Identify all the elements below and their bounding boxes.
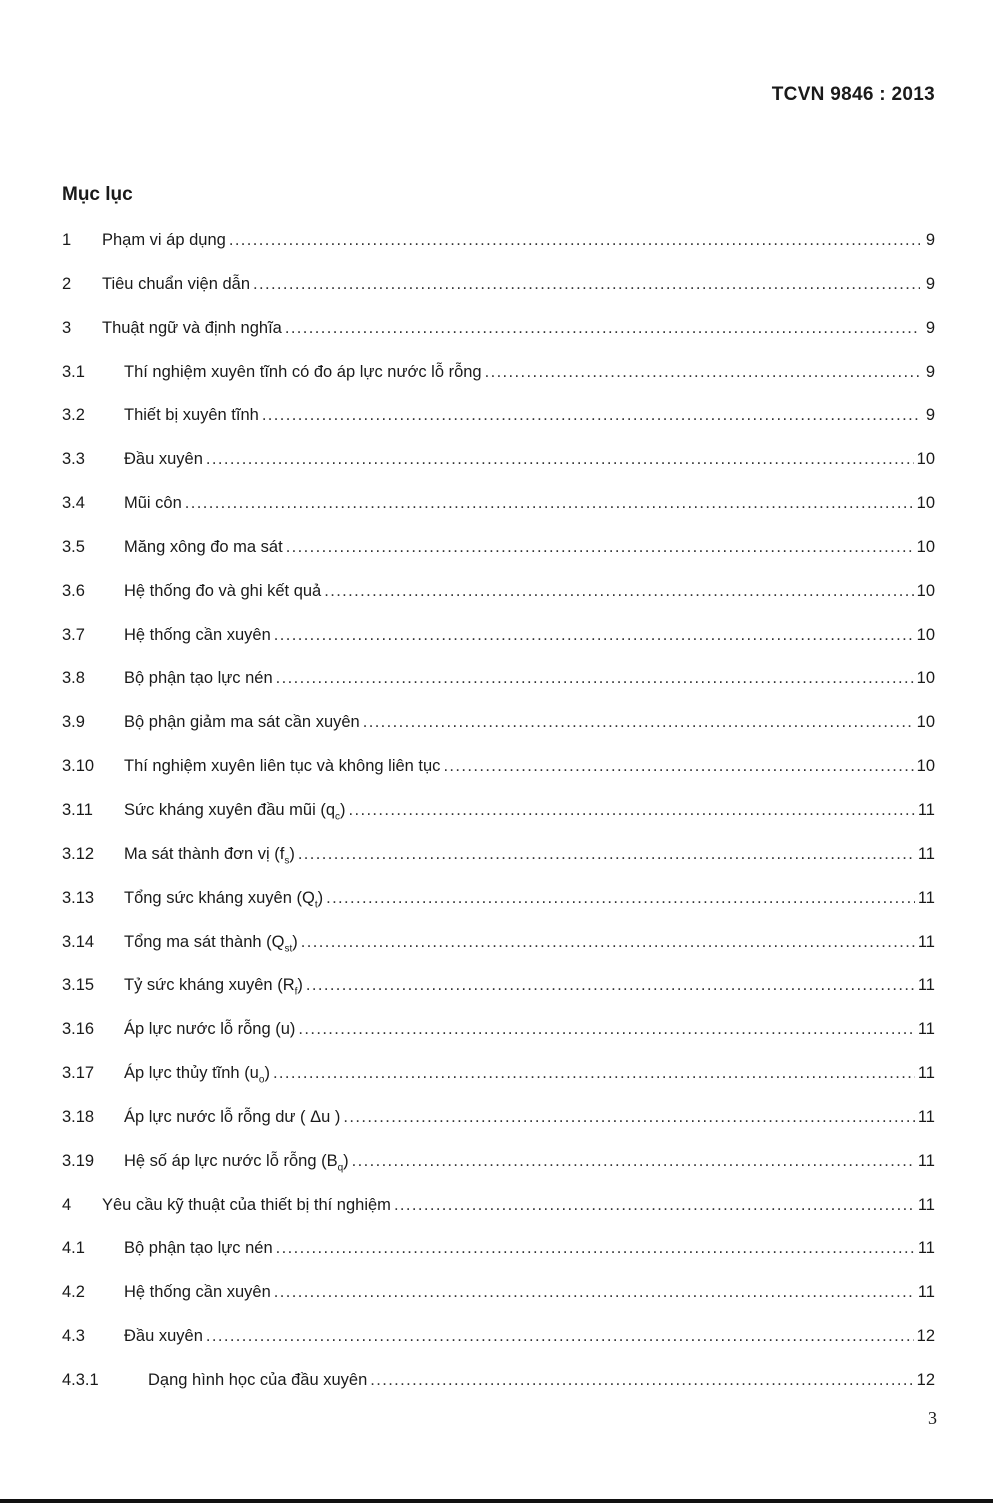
toc-entry[interactable] bbox=[62, 1145, 935, 1189]
dot-leader bbox=[326, 882, 915, 914]
dot-leader bbox=[306, 969, 915, 1001]
dot-leader bbox=[285, 312, 920, 344]
toc-entry-page: 11 bbox=[917, 800, 935, 819]
toc-entry-label: Hệ thống cần xuyên bbox=[124, 625, 271, 644]
dot-leader bbox=[343, 1101, 914, 1133]
toc-entry-page: 11 bbox=[917, 1020, 935, 1039]
toc-entry-label: Sức kháng xuyên đầu mũi $(q_c)$ bbox=[124, 800, 346, 823]
toc-entry-page: 12 bbox=[916, 1370, 935, 1389]
toc-entry[interactable] bbox=[62, 882, 935, 926]
toc-entry-page: 11 bbox=[917, 1239, 935, 1258]
toc-entry[interactable] bbox=[62, 312, 935, 356]
toc-entry-number: 2 bbox=[62, 274, 72, 293]
toc-entry-number: 3.6 bbox=[62, 581, 85, 600]
toc-entry-page: 11 bbox=[917, 1283, 935, 1302]
toc-entry-label: Hệ thống đo và ghi kết quả bbox=[124, 581, 322, 600]
toc-entry-label: Thí nghiệm xuyên tĩnh có đo áp lực nước lỗ rỗng bbox=[124, 362, 482, 381]
toc-entry[interactable] bbox=[62, 443, 935, 487]
toc-entry[interactable] bbox=[62, 575, 935, 619]
dot-leader bbox=[253, 268, 920, 300]
dot-leader bbox=[298, 838, 915, 870]
toc-entry-label: Mũi côn bbox=[124, 494, 182, 513]
toc-entry-label: Tổng ma sát thành $(Q_{st})$ bbox=[124, 932, 298, 954]
toc-entry-page: 10 bbox=[916, 450, 935, 469]
toc-entry-label: Yêu cầu kỹ thuật của thiết bị thí nghiệm bbox=[102, 1195, 391, 1214]
toc-entry-label: Măng xông đo ma sát bbox=[124, 537, 283, 556]
toc-entry-number: 4 bbox=[62, 1195, 72, 1214]
toc-entry-label: Đầu xuyên bbox=[124, 1327, 203, 1346]
toc-entry-number: 3.8 bbox=[62, 669, 85, 688]
toc-entry-number: 3.11 bbox=[62, 800, 93, 819]
toc-entry-label: Hệ số áp lực nước lỗ rỗng $(B_q)$ bbox=[124, 1151, 349, 1174]
dot-leader bbox=[301, 926, 915, 958]
toc-entry[interactable] bbox=[62, 1057, 935, 1101]
toc-entry-label: Tổng sức kháng xuyên $(Q_t)$ bbox=[124, 888, 324, 910]
toc-entry-page: 9 bbox=[925, 318, 935, 337]
toc-entry-page: 9 bbox=[925, 231, 935, 249]
dot-leader bbox=[370, 1364, 913, 1396]
page-number: 3 bbox=[928, 1408, 937, 1428]
toc-entry-label: Thí nghiệm xuyên liên tục và không liên tục bbox=[124, 757, 441, 776]
toc-entry[interactable] bbox=[62, 1232, 935, 1276]
toc-entry-page: 11 bbox=[917, 1064, 935, 1083]
toc-entry[interactable] bbox=[62, 1189, 935, 1233]
toc-title: Mục lục bbox=[62, 184, 133, 205]
toc-entry[interactable] bbox=[62, 619, 935, 663]
toc-entry[interactable] bbox=[62, 838, 935, 882]
toc-entry-page: 10 bbox=[916, 581, 935, 600]
dot-leader bbox=[229, 224, 920, 256]
toc-entry-page: 10 bbox=[916, 494, 935, 513]
toc-entry-label: Hệ thống cần xuyên bbox=[124, 1283, 271, 1302]
toc-entry-number: 3.16 bbox=[62, 1020, 95, 1039]
toc-entry-page: 11 bbox=[917, 1107, 935, 1126]
toc-entry-subscript: o bbox=[258, 1074, 265, 1086]
toc-entry-subscript: c bbox=[335, 811, 340, 823]
toc-entry-number: 3.13 bbox=[62, 888, 95, 907]
toc-entry-number: 3.5 bbox=[62, 537, 85, 556]
toc-entry-number: 4.3 bbox=[62, 1327, 85, 1346]
toc-entry-subscript: s bbox=[284, 855, 290, 867]
toc-entry-page: 11 bbox=[917, 1151, 935, 1170]
toc-entry-label: Ma sát thành đơn vị $(f_s)$ bbox=[124, 844, 295, 867]
table-of-contents bbox=[62, 224, 935, 1408]
toc-entry-number: 3.4 bbox=[62, 494, 85, 513]
dot-leader bbox=[185, 487, 914, 519]
dot-leader bbox=[394, 1189, 915, 1221]
toc-entry[interactable] bbox=[62, 750, 935, 794]
toc-entry-page: 10 bbox=[916, 713, 935, 732]
toc-entry-page: 12 bbox=[916, 1327, 935, 1346]
toc-entry-label: Phạm vi áp dụng bbox=[102, 231, 226, 249]
dot-leader bbox=[349, 794, 915, 826]
toc-entry-page: 9 bbox=[925, 274, 935, 293]
dot-leader bbox=[485, 356, 920, 388]
toc-entry-number: 3.1 bbox=[62, 362, 85, 381]
dot-leader bbox=[276, 1232, 915, 1264]
dot-leader bbox=[363, 706, 914, 738]
dot-leader bbox=[262, 399, 920, 431]
toc-entry-label: Tỷ sức kháng xuyên $(R_f)$ bbox=[124, 976, 303, 998]
dot-leader bbox=[274, 619, 914, 651]
dot-leader bbox=[273, 1057, 915, 1089]
toc-entry[interactable] bbox=[62, 706, 935, 750]
bottom-rule bbox=[0, 1499, 993, 1503]
toc-entry[interactable] bbox=[62, 969, 935, 1013]
toc-entry[interactable] bbox=[62, 531, 935, 575]
toc-entry-number: 4.2 bbox=[62, 1283, 85, 1302]
toc-entry[interactable] bbox=[62, 1101, 935, 1145]
toc-entry-number: 3.15 bbox=[62, 976, 95, 995]
dot-leader bbox=[298, 1013, 914, 1045]
toc-entry-page: 10 bbox=[916, 625, 935, 644]
toc-entry-subscript: t bbox=[314, 898, 318, 910]
toc-entry-label: Áp lực thủy tĩnh $(u_o)$ bbox=[124, 1064, 270, 1086]
toc-entry-page: 10 bbox=[916, 757, 935, 776]
toc-entry[interactable] bbox=[62, 356, 935, 400]
document-code: TCVN 9846 : 2013 bbox=[771, 84, 935, 105]
toc-entry-number: 3.14 bbox=[62, 932, 95, 951]
toc-entry-label: Bộ phận tạo lực nén bbox=[124, 669, 273, 688]
toc-entry-label: Áp lực nước lỗ rỗng dư ( Δu ) bbox=[124, 1107, 341, 1126]
toc-entry[interactable] bbox=[62, 399, 935, 443]
toc-entry-label: Bộ phận tạo lực nén bbox=[124, 1239, 273, 1258]
toc-entry-page: 11 bbox=[917, 844, 935, 863]
toc-entry-label: Tiêu chuẩn viện dẫn bbox=[102, 274, 250, 293]
toc-entry-page: 11 bbox=[917, 1195, 935, 1214]
dot-leader bbox=[324, 575, 913, 607]
toc-entry-page: 11 bbox=[917, 888, 935, 907]
dot-leader bbox=[286, 531, 914, 563]
toc-entry-number: 3.3 bbox=[62, 450, 85, 469]
toc-entry[interactable] bbox=[62, 224, 935, 268]
toc-entry-subscript: f bbox=[294, 986, 298, 998]
toc-entry-number: 4.1 bbox=[62, 1239, 85, 1258]
toc-entry-number: 3 bbox=[62, 318, 72, 337]
toc-entry-page: 11 bbox=[917, 976, 935, 995]
toc-entry-number: 3.17 bbox=[62, 1064, 95, 1083]
toc-entry-number: 3.19 bbox=[62, 1151, 95, 1170]
toc-entry[interactable] bbox=[62, 926, 935, 970]
dot-leader bbox=[206, 1320, 914, 1352]
toc-entry-page: 10 bbox=[916, 537, 935, 556]
toc-entry[interactable] bbox=[62, 662, 935, 706]
toc-entry-subscript: q bbox=[337, 1162, 344, 1174]
dot-leader bbox=[274, 1276, 915, 1308]
toc-entry-label: Bộ phận giảm ma sát cần xuyên bbox=[124, 713, 360, 732]
toc-entry-label: Áp lực nước lỗ rỗng (u) bbox=[124, 1020, 296, 1039]
toc-entry-number: 3.12 bbox=[62, 844, 95, 863]
toc-entry-label: Đầu xuyên bbox=[124, 450, 203, 469]
toc-entry-page: 9 bbox=[925, 406, 935, 425]
dot-leader bbox=[352, 1145, 915, 1177]
toc-entry[interactable] bbox=[62, 268, 935, 312]
toc-entry-number: 3.2 bbox=[62, 406, 85, 425]
toc-entry-label: Thuật ngữ và định nghĩa bbox=[102, 318, 282, 337]
toc-entry-subscript: st bbox=[284, 942, 293, 954]
toc-entry[interactable] bbox=[62, 794, 935, 838]
toc-entry[interactable] bbox=[62, 1276, 935, 1320]
toc-entry-number: 3.10 bbox=[62, 757, 95, 776]
toc-entry-page: 11 bbox=[917, 932, 935, 951]
toc-entry-label: Thiết bị xuyên tĩnh bbox=[124, 406, 259, 425]
toc-entry-number: 3.7 bbox=[62, 625, 85, 644]
dot-leader bbox=[443, 750, 913, 782]
dot-leader bbox=[276, 662, 914, 694]
toc-entry[interactable] bbox=[62, 1013, 935, 1057]
toc-entry[interactable] bbox=[62, 487, 935, 531]
toc-entry-label: Dạng hình học của đầu xuyên bbox=[148, 1370, 368, 1389]
toc-entry[interactable] bbox=[62, 1320, 935, 1364]
toc-entry-page: 9 bbox=[925, 362, 935, 381]
dot-leader bbox=[206, 443, 914, 475]
toc-entry-page: 10 bbox=[916, 669, 935, 688]
toc-entry-number: 1 bbox=[62, 231, 72, 249]
toc-entry-number: 3.9 bbox=[62, 713, 85, 732]
toc-entry-number: 4.3.1 bbox=[62, 1370, 99, 1389]
toc-entry-number: 3.18 bbox=[62, 1107, 95, 1126]
toc-entry[interactable] bbox=[62, 1364, 935, 1408]
